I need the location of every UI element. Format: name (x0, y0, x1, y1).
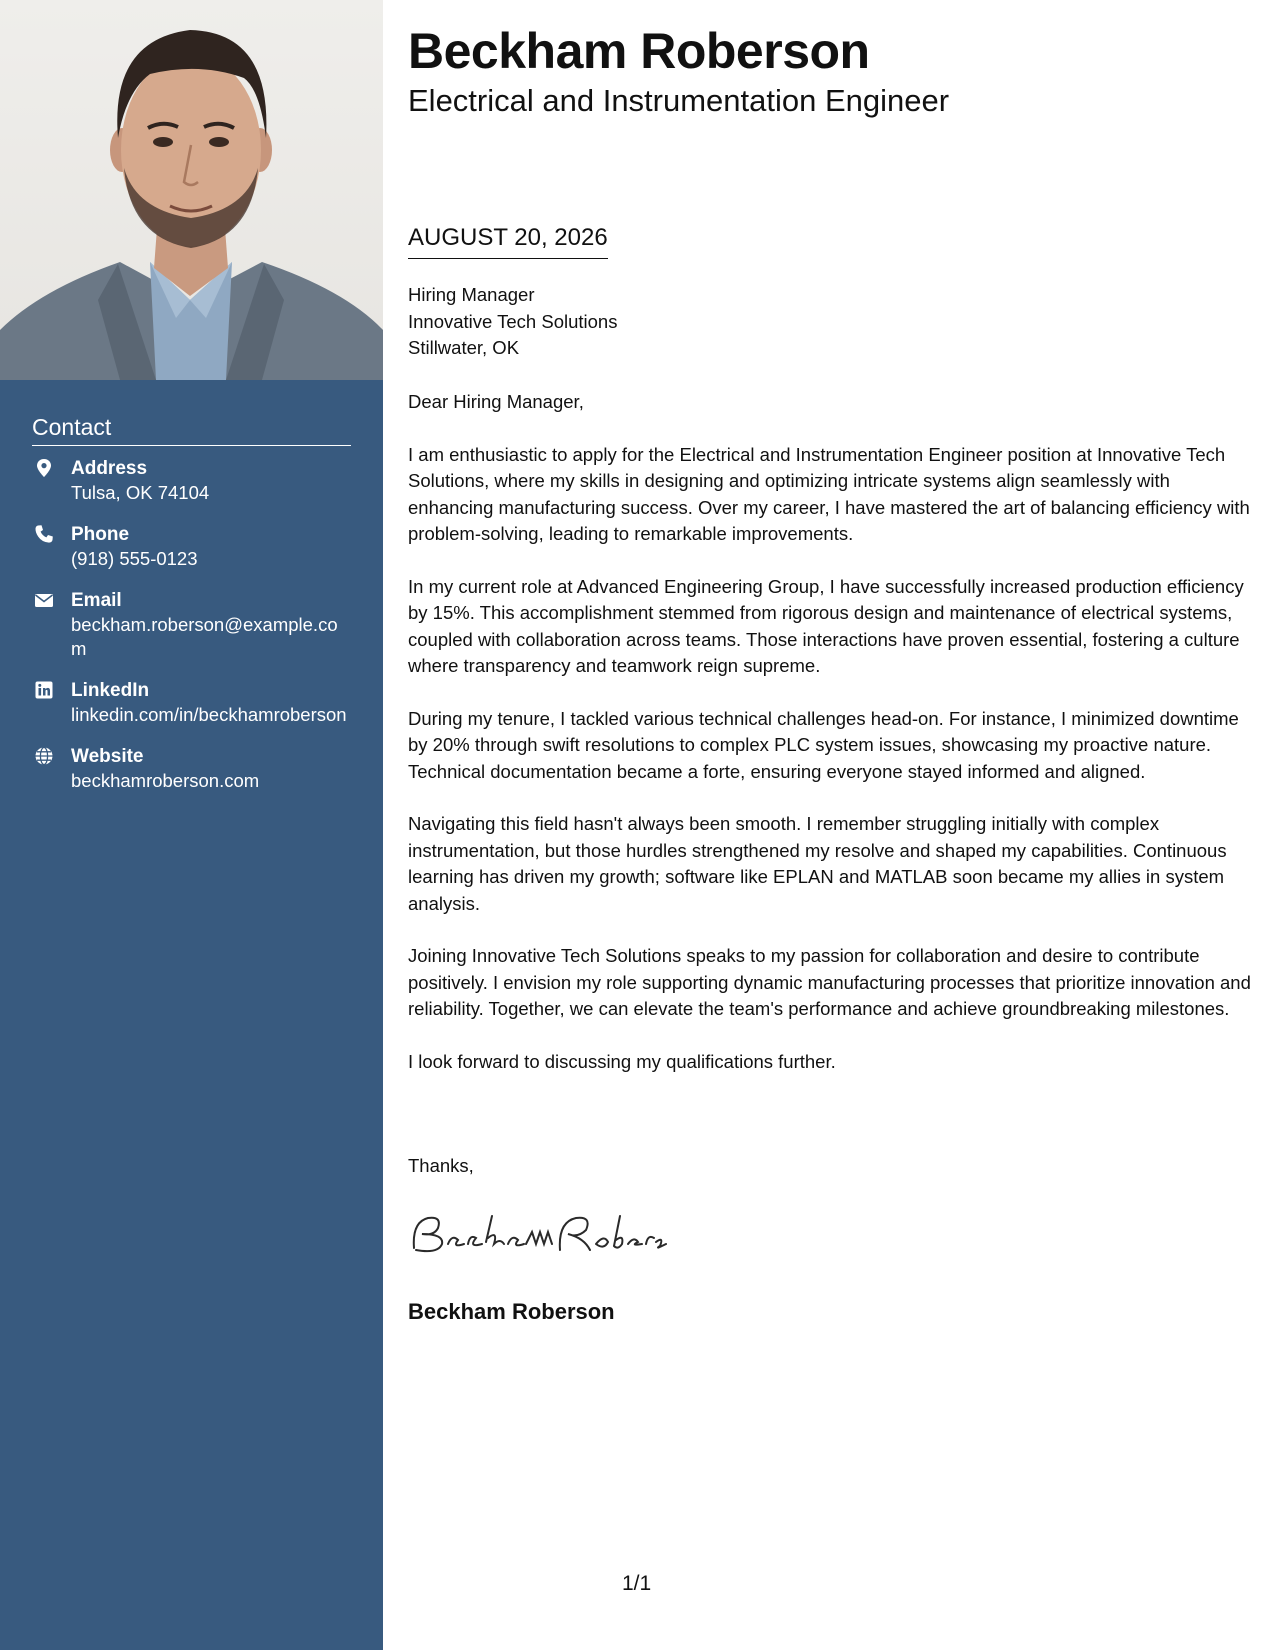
address-label: Address (71, 458, 148, 479)
signer-name: Beckham Roberson (408, 1299, 615, 1324)
website-value[interactable]: beckhamroberson.com (71, 770, 260, 791)
body-paragraph: Joining Innovative Tech Solutions speaks to my passion for collaboration and desire to contribute positively. I envision my role supporting dynamic manufacturing processes that prioritize innovation and reliability. Together, we can elevate the team's performance and achieve groundbreaking milestones. (408, 945, 1251, 1020)
address-value: Tulsa, OK 74104 (71, 482, 210, 503)
phone-icon (34, 524, 54, 544)
body-paragraph: I look forward to discussing my qualifications further. (408, 1051, 836, 1073)
recipient-location: Stillwater, OK (408, 337, 520, 358)
recipient-company: Innovative Tech Solutions (408, 310, 618, 332)
website-label: Website (71, 746, 144, 767)
page-number: 1/1 (622, 1572, 652, 1595)
closing: Thanks, (408, 1155, 474, 1176)
job-title: Electrical and Instrumentation Engineer (408, 83, 950, 118)
body-paragraph: Navigating this field hasn't always been smooth. I remember struggling initially with complex instrumentation, but those hurdles strengthened my resolve and shaped my capabilities. Continuous learning has driven my growth; software like EPLAN and MATLAB soon became my allies in system analysis. (408, 813, 1227, 914)
globe-icon (34, 746, 54, 766)
contact-address (32, 456, 352, 505)
body-paragraph: In my current role at Advanced Engineering Group, I have successfully increased production efficiency by 15%. This accomplishment stemmed from rigorous design and maintenance of electrical systems, coupled with collaboration across teams. Those interactions have proven essential, fostering a culture where transparency and teamwork reign supreme. (408, 575, 1244, 677)
email-value[interactable]: beckham.roberson@example.com (71, 614, 338, 659)
body-paragraph: During my tenure, I tackled various technical challenges head-on. For instance, I minimized downtime by 20% through swift resolutions to complex PLC system issues, showcasing my proactive nature. Technical documentation became a forte, ensuring everyone stayed informed and aligned. (408, 707, 1239, 782)
linkedin-value[interactable]: linkedin.com/in/beckhamroberson (71, 704, 347, 725)
recipient-title: Hiring Manager (408, 284, 535, 305)
linkedin-icon (34, 680, 54, 700)
profile-photo (0, 0, 383, 380)
contact-linkedin (32, 678, 352, 727)
contact-phone (32, 522, 352, 571)
letter-body (408, 389, 1253, 1102)
email-label: Email (71, 590, 122, 611)
contact-website (32, 744, 352, 793)
recipient-block (408, 282, 617, 362)
letter-date: AUGUST 20, 2026 (408, 224, 608, 259)
contact-email (32, 588, 352, 661)
applicant-name: Beckham Roberson (408, 23, 870, 79)
linkedin-label: LinkedIn (71, 680, 150, 701)
body-paragraph: I am enthusiastic to apply for the Electrical and Instrumentation Engineer position at Innovative Tech Solutions, where my skills in designing and optimizing intricate systems align seamlessly with enhancing manufacturing success. Over my career, I have mastered the art of balancing efficiency with problem-solving, leading to remarkable improvements. (408, 443, 1250, 545)
contact-heading: Contact (32, 414, 351, 446)
handwritten-signature (408, 1208, 670, 1265)
salutation: Dear Hiring Manager, (408, 391, 584, 412)
envelope-icon (34, 590, 54, 610)
sidebar (0, 0, 383, 1650)
phone-label: Phone (71, 524, 130, 545)
contact-list (32, 456, 352, 810)
phone-value: (918) 555-0123 (71, 548, 198, 569)
map-pin-icon (34, 458, 54, 478)
